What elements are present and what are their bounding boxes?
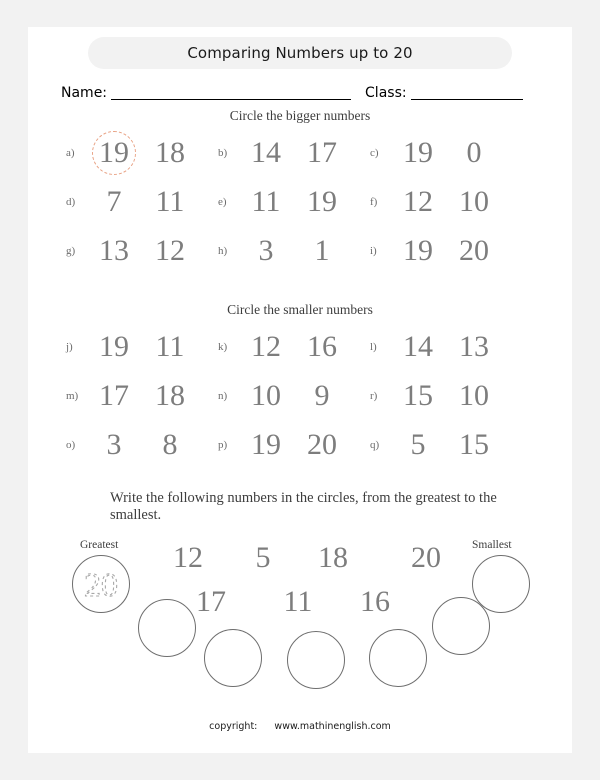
problem-operand-right[interactable]: 19 [307,185,337,218]
ordering-number: 11 [283,585,313,618]
greatest-label: Greatest [80,539,119,551]
problem-tag: g) [66,245,76,257]
problem-operand-left[interactable]: 19 [403,234,433,267]
page-title: Comparing Numbers up to 20 [187,44,413,62]
problem-operand-right[interactable]: 20 [459,234,489,267]
problem-operand-left[interactable]: 19 [251,428,281,461]
problem-operand-left[interactable]: 14 [403,330,433,363]
answer-circle-2[interactable] [138,599,196,657]
problem-row-ghi [28,229,572,273]
problem-h[interactable] [218,229,370,273]
smallest-label: Smallest [472,539,512,551]
traced-answer-20 [73,556,129,612]
problem-i[interactable] [370,229,522,273]
problem-tag: i) [370,245,377,257]
copyright-label: copyright: [209,721,258,732]
problem-operand-right[interactable]: 16 [307,330,337,363]
problem-row-abc [28,131,572,175]
ordering-number: 5 [255,541,271,574]
problem-operand-right[interactable]: 8 [162,428,178,461]
problem-l[interactable] [370,325,522,369]
problem-operand-left[interactable]: 17 [99,379,129,412]
problem-operand-right[interactable]: 17 [307,136,337,169]
problem-b[interactable] [218,131,370,175]
problem-operand-left[interactable]: 3 [106,428,122,461]
answer-circle-5[interactable] [369,629,427,687]
problem-row-jkl [28,325,572,369]
title-banner [88,37,512,69]
problem-operand-right[interactable]: 11 [155,330,185,363]
problem-tag: r) [370,390,378,402]
problem-tag: k) [218,341,228,353]
problem-operand-left[interactable]: 10 [251,379,281,412]
problem-tag: a) [66,147,75,159]
problem-tag: p) [218,439,228,451]
answer-circle-3[interactable] [204,629,262,687]
problem-row-opq [28,423,572,467]
problem-operand-right[interactable]: 10 [459,379,489,412]
problem-j[interactable] [66,325,218,369]
problem-operand-left[interactable]: 7 [106,185,122,218]
ordering-number: 16 [360,585,390,618]
problem-tag: m) [66,390,79,402]
problem-c[interactable] [370,131,522,175]
problem-tag: h) [218,245,228,257]
problem-operand-right[interactable]: 18 [155,379,185,412]
problem-operand-right[interactable]: 20 [307,428,337,461]
ordering-number: 18 [318,541,348,574]
problem-operand-left[interactable]: 12 [403,185,433,218]
problem-g[interactable] [66,229,218,273]
problem-a[interactable] [66,131,218,175]
section-heading-smaller: Circle the smaller numbers [227,302,373,317]
problem-row-def [28,180,572,224]
problem-row-mnr [28,374,572,418]
ordering-number: 17 [196,585,226,618]
problem-n[interactable] [218,374,370,418]
class-label: Class: [365,85,407,101]
problem-tag: q) [370,439,380,451]
ordering-instruction: Write the following numbers in the circles, from the greatest to the smallest. [110,490,497,523]
problem-q[interactable] [370,423,522,467]
problem-tag: l) [370,341,377,353]
worksheet-page [28,27,572,753]
svg-text:20: 20 [84,567,118,604]
problem-operand-right[interactable]: 1 [314,234,330,267]
problem-operand-left[interactable]: 3 [258,234,274,267]
problem-tag: e) [218,196,227,208]
problem-operand-left[interactable]: 13 [99,234,129,267]
problem-operand-left[interactable]: 15 [403,379,433,412]
ordering-number: 12 [173,541,203,574]
problem-d[interactable] [66,180,218,224]
ordering-number: 20 [411,541,441,574]
problem-operand-right[interactable]: 9 [314,379,330,412]
problem-tag: j) [66,341,73,353]
problem-operand-left[interactable]: 19 [86,133,142,173]
problem-operand-left[interactable]: 5 [410,428,426,461]
student-info-row [61,77,541,101]
problem-r[interactable] [370,374,522,418]
problem-operand-left[interactable]: 12 [251,330,281,363]
problem-p[interactable] [218,423,370,467]
ordering-area [28,539,572,707]
problem-operand-right[interactable]: 13 [459,330,489,363]
problem-o[interactable] [66,423,218,467]
problem-tag: b) [218,147,228,159]
section-heading-bigger: Circle the bigger numbers [229,108,371,123]
problem-k[interactable] [218,325,370,369]
problem-m[interactable] [66,374,218,418]
footer [28,721,572,732]
problem-operand-left[interactable]: 11 [251,185,281,218]
website-url: www.mathinenglish.com [274,721,391,732]
problem-operand-left[interactable]: 19 [403,136,433,169]
answer-circle-4[interactable] [287,631,345,689]
problem-tag: f) [370,196,378,208]
problem-operand-right[interactable]: 11 [155,185,185,218]
problem-operand-left[interactable]: 14 [251,136,281,169]
answer-circle-1[interactable] [72,555,130,613]
problem-operand-right[interactable]: 0 [466,136,482,169]
class-input-line[interactable] [411,83,523,100]
problem-e[interactable] [218,180,370,224]
problem-tag: c) [370,147,379,159]
problem-tag: d) [66,196,76,208]
answer-circle-7[interactable] [472,555,530,613]
problem-tag: o) [66,439,76,451]
problem-operand-right[interactable]: 10 [459,185,489,218]
problem-tag: n) [218,390,228,402]
problem-operand-left[interactable]: 19 [99,330,129,363]
name-label: Name: [61,85,108,101]
problem-operand-right[interactable]: 15 [459,428,489,461]
problem-operand-right[interactable]: 12 [155,234,185,267]
problem-operand-right[interactable]: 18 [155,136,185,169]
problem-f[interactable] [370,180,522,224]
name-input-line[interactable] [111,83,351,100]
